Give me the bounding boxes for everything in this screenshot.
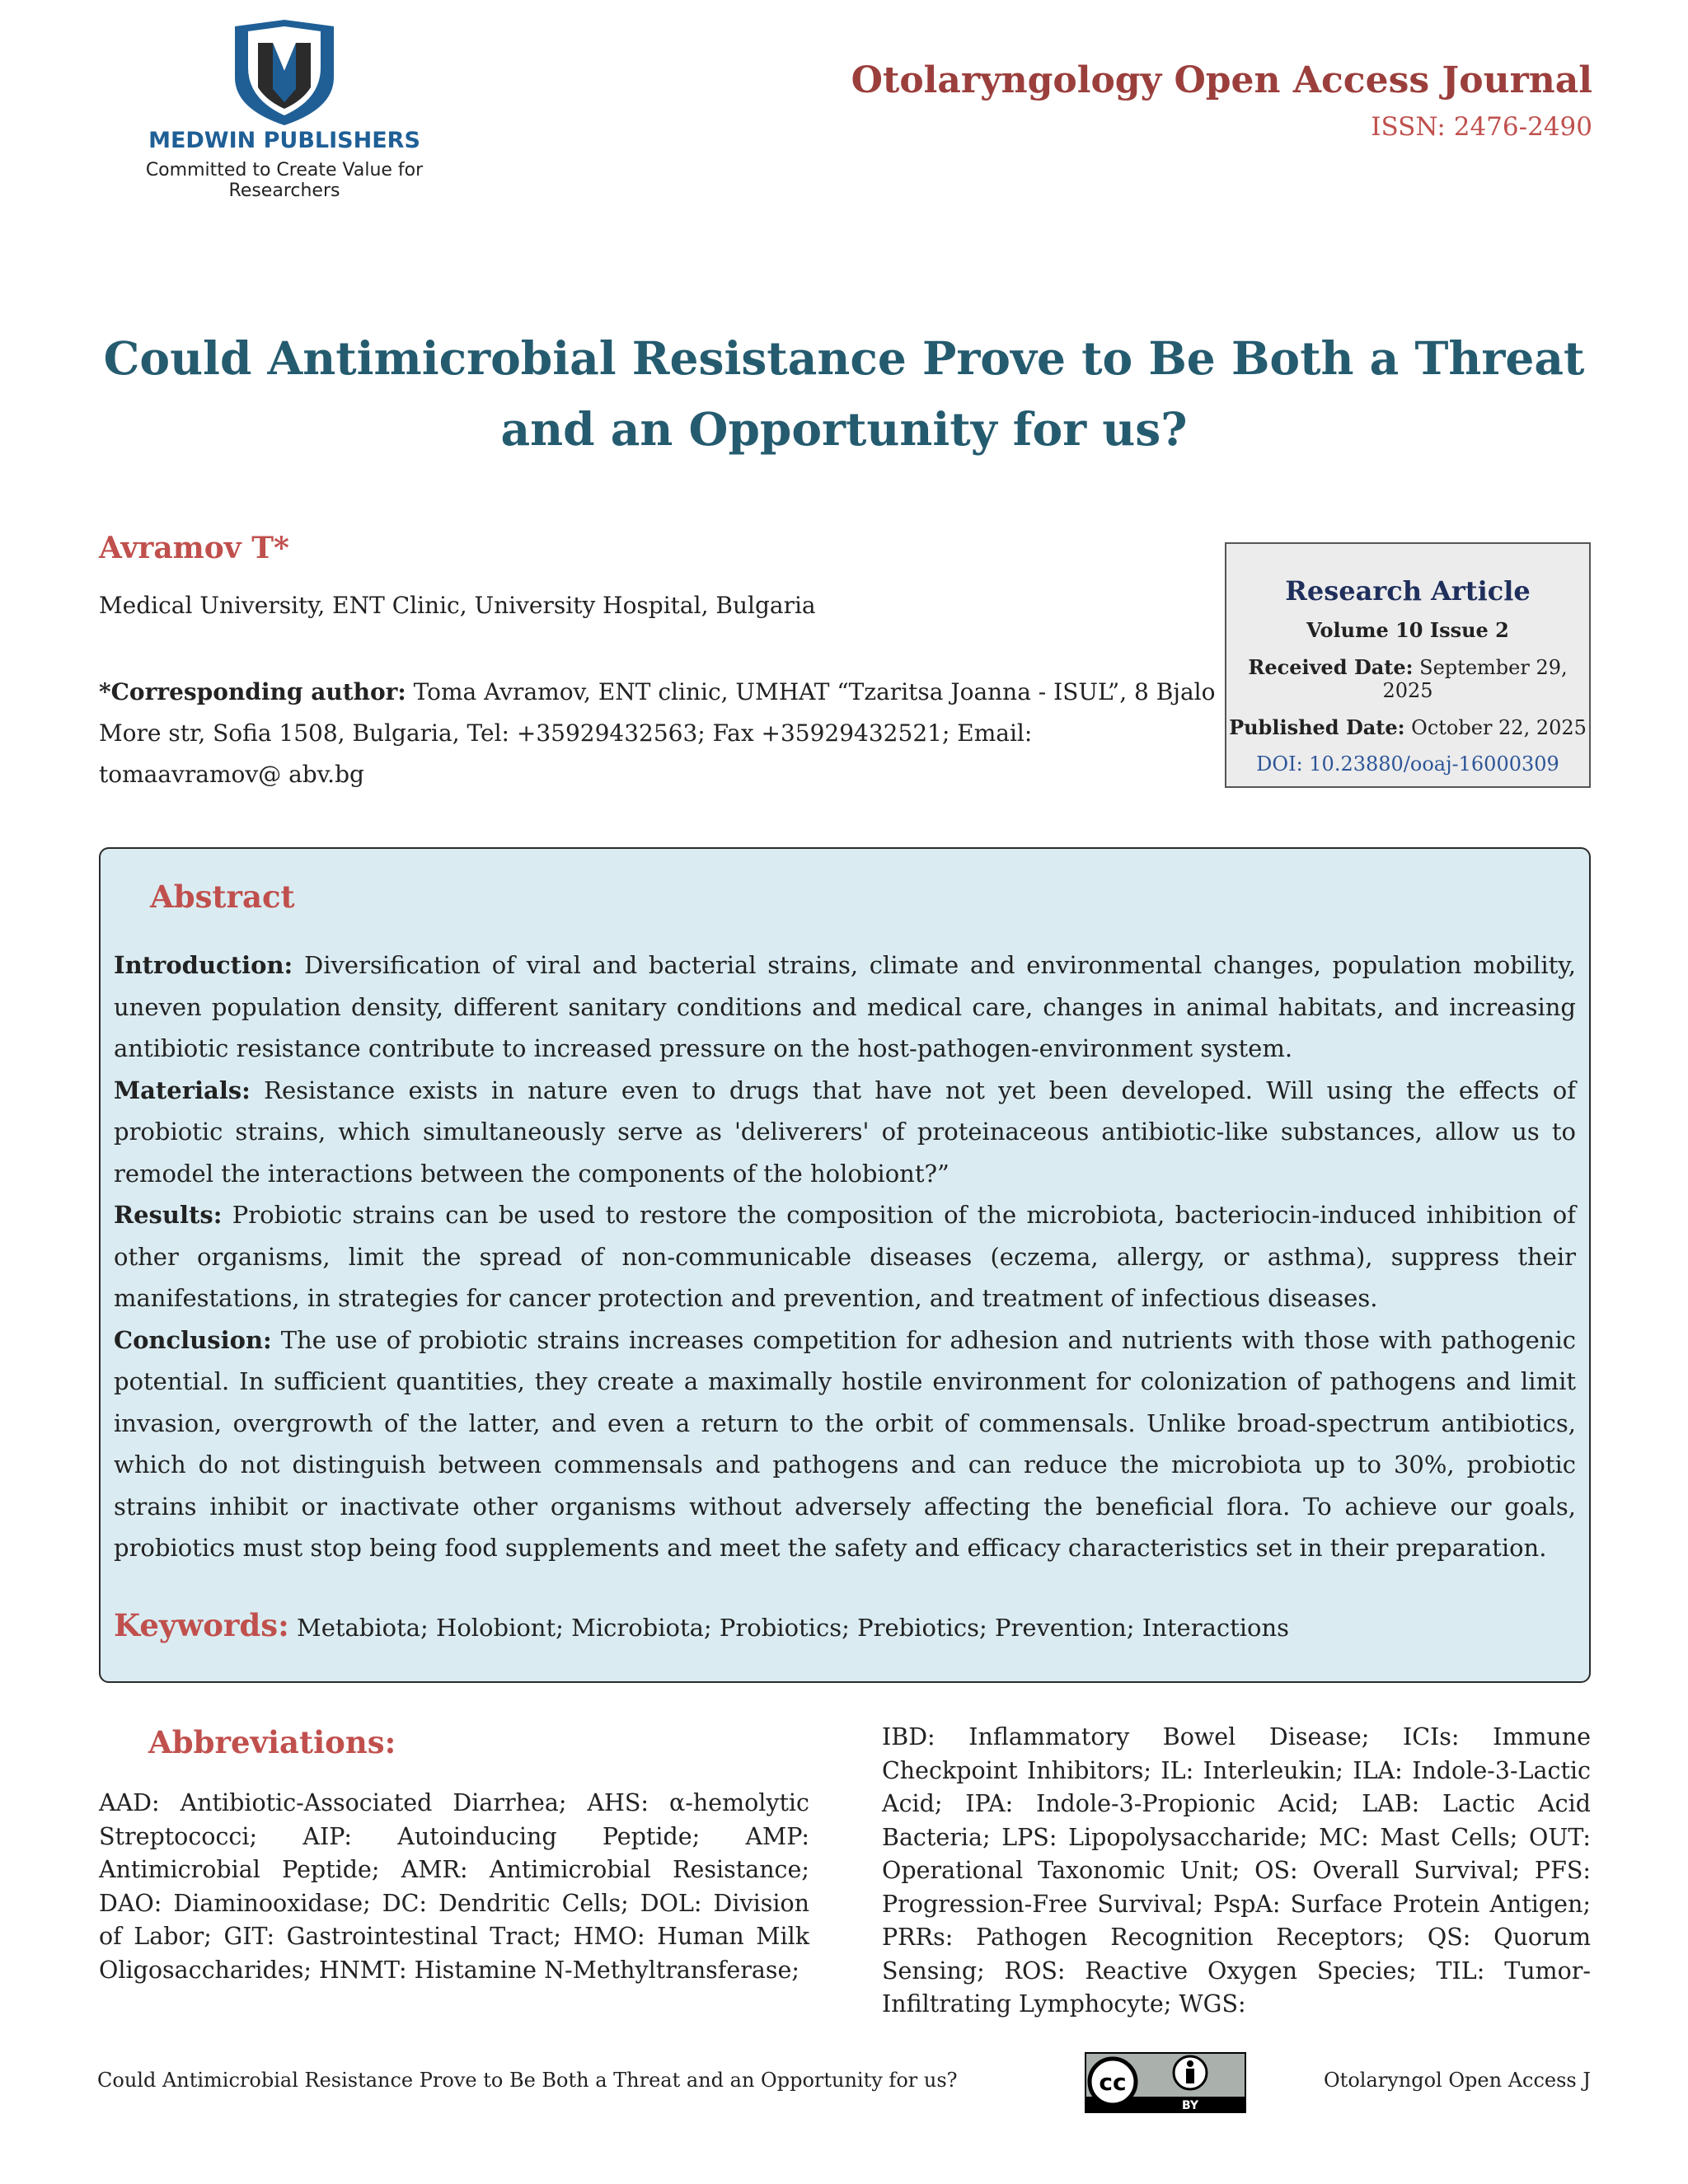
article-title: Could Antimicrobial Resistance Prove to Be Both a Threat and an Opportunity for us? [103, 331, 1585, 456]
abstract-section-label: Results: [114, 1201, 223, 1229]
abstract-box [99, 847, 1591, 1683]
author-name: Avramov T* [99, 531, 289, 565]
corresponding-author [99, 672, 1218, 795]
published-date [1226, 715, 1589, 739]
abstract-introduction [114, 944, 1576, 1070]
publisher-logo [89, 16, 480, 201]
published-date-value: October 22, 2025 [1404, 716, 1587, 739]
footer-article-title: Could Antimicrobial Resistance Prove to Be Both a Threat and an Opportunity for us? [97, 2069, 958, 2092]
publisher-name: MEDWIN PUBLISHERS [148, 128, 420, 153]
footer-journal-name: Otolaryngol Open Access J [1324, 2069, 1591, 2092]
abstract-section-text: The use of probiotic strains increases competition for adhesion and nutrients with those with pathogenic potential. In sufficient quantities, they create a maximally hostile environment for colonization of pathogens and limit invasion, overgrowth of the latter, and even a return to the orbit of commensals. Unlike broad-spectrum antibiotics, which do not distinguish between commensals and pathogens and can reduce the microbiota up to 30%, probiotic strains inhibit or inactivate other organisms without adversely affecting the beneficial flora. To achieve our goals, probiotics must stop being food supplements and meet the safety and efficacy characteristics set in their preparation. [114, 1325, 1576, 1562]
abbreviations-heading: Abbreviations: [148, 1724, 396, 1760]
doi-link[interactable]: DOI: 10.23880/ooaj-16000309 [1256, 752, 1559, 776]
svg-text:cc: cc [1099, 2069, 1127, 2096]
corresponding-details: Toma Avramov, ENT clinic, UMHAT “Tzaritsa Joanna - ISUL”, 8 Bjalo More str, Sofia 1508, Bulgaria, Tel: +35929432563; Fax +35929432521; Email: tomaavramov@ abv.bg [99, 678, 1216, 788]
medwin-shield-logo-icon [223, 20, 345, 125]
abstract-results [114, 1194, 1576, 1319]
keywords-list: Metabiota; Holobiont; Microbiota; Probiotics; Prebiotics; Prevention; Interactions [288, 1614, 1290, 1642]
cc-by-license-icon[interactable] [1085, 2052, 1246, 2113]
article-info-box [1225, 542, 1591, 788]
abstract-body [114, 944, 1576, 1569]
abstract-section-label: Introduction: [114, 951, 293, 979]
abstract-section-text: Probiotic strains can be used to restore the composition of the microbiota, bacteriocin-induced inhibition of other organisms, limit the spread of non-communicable diseases (eczema, allergy, or asthma), suppress their manifestations, in strategies for cancer protection and prevention, and treatment of infectious diseases. [114, 1201, 1576, 1312]
article-type: Research Article [1285, 575, 1531, 607]
abstract-materials [114, 1070, 1576, 1195]
abstract-section-label: Conclusion: [114, 1325, 272, 1354]
received-date-label: Received Date: [1248, 655, 1414, 679]
received-date [1226, 655, 1589, 702]
received-date-value: September 29, 2025 [1382, 656, 1568, 702]
abbreviations-right-column: IBD: Inflammatory Bowel Disease; ICIs: Immune Checkpoint Inhibitors; IL: Interleukin; ILA: Indole-3-Lactic Acid; IPA: Indole-3-Propionic Acid; LAB: Lactic Acid Bacteria; LPS: Lipopolysaccharide; MC: Mast Cells; OUT: Operational Taxonomic Unit; OS: Overall Survival; PFS: Progression-Free Survival; PspA: Surface Protein Antigen; PRRs: Pathogen Recognition Receptors; QS: Quorum Sensing; ROS: Reactive Oxygen Species; TIL: Tumor-Infiltrating Lymphocyte; WGS: [882, 1723, 1591, 2018]
abstract-section-label: Materials: [114, 1076, 251, 1104]
abstract-conclusion [114, 1319, 1576, 1569]
abstract-section-text: Diversification of viral and bacterial strains, climate and environmental changes, population mobility, uneven population density, different sanitary conditions and medical care, changes in animal habitats, and increasing antibiotic resistance contribute to increased pressure on the host-pathogen-environment system. [114, 951, 1576, 1062]
keywords [114, 1607, 1289, 1643]
author-affiliation: Medical University, ENT Clinic, University Hospital, Bulgaria [99, 592, 816, 619]
license-by-label: BY [1181, 2099, 1199, 2112]
volume-issue: Volume 10 Issue 2 [1306, 618, 1509, 642]
keywords-label: Keywords: [114, 1607, 289, 1643]
corresponding-label: *Corresponding author: [99, 678, 406, 705]
published-date-label: Published Date: [1229, 715, 1405, 739]
journal-title: Otolaryngology Open Access Journal [851, 59, 1592, 101]
abbreviations-left-column: AAD: Antibiotic-Associated Diarrhea; AHS: α-hemolytic Streptococci; AIP: Autoinducing Peptide; AMP: Antimicrobial Peptide; AMR: Antimicrobial Resistance; DAO: Diaminooxidase; DC: Dendritic Cells; DOL: Division of Labor; GIT: Gastrointestinal Tract; HMO: Human Milk Oligosaccharides; HNMT: Histamine N-Methyltransferase; [99, 1789, 809, 1984]
publisher-tagline: Committed to Create Value for Researchers [145, 160, 424, 201]
journal-issn: ISSN: 2476-2490 [1371, 112, 1592, 142]
abstract-section-text: Resistance exists in nature even to drugs that have not yet been developed. Will using the effects of probiotic strains, which simultaneously serve as 'deliverers' of proteinaceous antibiotic-like substances, allow us to remodel the interactions between the components of the holobiont?” [114, 1076, 1576, 1188]
abstract-heading: Abstract [150, 879, 295, 915]
